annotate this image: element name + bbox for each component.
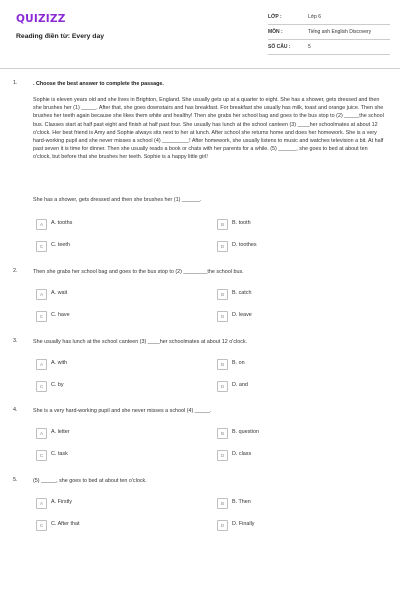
question-number: 1. [13,80,18,86]
question-number: 2. [13,268,18,274]
question-number: 4. [13,407,18,413]
option-text: B. question [232,429,259,435]
option-letter-box: A [36,498,47,509]
option-letter-box: B [217,359,228,370]
option-letter-box: D [217,241,228,252]
option-text: B. tooth [232,220,251,226]
question-prompt: Then she grabs her school bag and goes to the bus stop to (2) ________the school bus. [33,269,244,275]
option-letter-box: D [217,311,228,322]
option-text: D. and [232,382,248,388]
meta-table [268,10,390,55]
question-prompt: She is a very hard-working pupil and she never misses a school (4) _____. [33,408,212,414]
meta-row-count [268,40,390,55]
reading-passage: Sophie is eleven years old and she lives in Brighton, England. She usually gets up at a quarter to eight. She has a shower, gets dressed and then she brushes her (1) _____. After that, she goes downstairs and has breakfast. For breakfast she usually has milk, toast and orange juice. Then she brushes her teeth again because she likes them white and healthy! Then she grabs her school bag and goes to the bus stop to (2) _____the school bus. Classes start at half past eight and finish at half past four. She usually has lunch at the school canteen (3) ____her schoolmates at about 12 o'clock. Her best friend is Amy and Sophie always sits next to her at lunch. After school she returns home and does her homework. She is a very hard-working pupil and she never misses a school (4) _________! After homework, she usually listens to music and watches television a bit. At half past seven it is time for dinner. Then she usually reads a book or chats with her parents for a while. (5) ______, she goes to bed at about ten o'clock, but before that she brushes her teeth. Sophie is a happy little girl! [33,97,384,161]
option-letter-box: D [217,450,228,461]
meta-value: Tiếng anh English Discovery [308,25,390,40]
option-letter-box: B [217,289,228,300]
meta-row-subject [268,25,390,40]
option-text: B. Then [232,499,251,505]
option-letter-box: A [36,289,47,300]
option-letter-box: C [36,311,47,322]
meta-label: SỐ CÂU : [268,40,308,55]
option-text: B. on [232,360,245,366]
option-letter-box: D [217,520,228,531]
option-letter-box: A [36,219,47,230]
option-text: C. have [51,312,70,318]
header-divider [0,68,400,69]
question-number: 5. [13,477,18,483]
option-text: B. catch [232,290,252,296]
option-text: A. letter [51,429,70,435]
option-text: C. task [51,451,68,457]
option-text: A. with [51,360,68,366]
option-text: A. tooths [51,220,73,226]
option-letter-box: D [217,381,228,392]
meta-label: LỚP : [268,10,308,25]
option-text: D. toothes [232,242,257,248]
option-text: A. Firstly [51,499,72,505]
question-sub-prompt: She has a shower, gets dressed and then she brushes her (1) ______. [33,197,202,203]
option-letter-box: C [36,241,47,252]
option-letter-box: C [36,381,47,392]
page-title: Reading điền từ: Every day [16,33,105,40]
quizizz-logo: QUIZIZZ [16,13,66,25]
option-letter-box: C [36,520,47,531]
meta-value: 5 [308,40,390,55]
option-letter-box: A [36,359,47,370]
question-prompt: (5) _____, she goes to bed at about ten o'clock. [33,478,147,484]
option-letter-box: A [36,428,47,439]
option-letter-box: B [217,428,228,439]
option-text: A. wait [51,290,68,296]
option-letter-box: B [217,219,228,230]
meta-label: MÔN : [268,25,308,40]
option-text: C. After that [51,521,80,527]
question-prompt: . Choose the best answer to complete the passage. [33,81,164,87]
option-text: D. leave [232,312,252,318]
question-number: 3. [13,338,18,344]
option-letter-box: C [36,450,47,461]
option-text: C. by [51,382,64,388]
option-text: C. teeth [51,242,70,248]
meta-value: Lớp 6 [308,10,390,25]
option-letter-box: B [217,498,228,509]
option-text: D. class [232,451,252,457]
meta-row-class [268,10,390,25]
option-text: D. Finally [232,521,255,527]
question-prompt: She usually has lunch at the school canteen (3) ____her schoolmates at about 12 o'clock. [33,339,248,345]
